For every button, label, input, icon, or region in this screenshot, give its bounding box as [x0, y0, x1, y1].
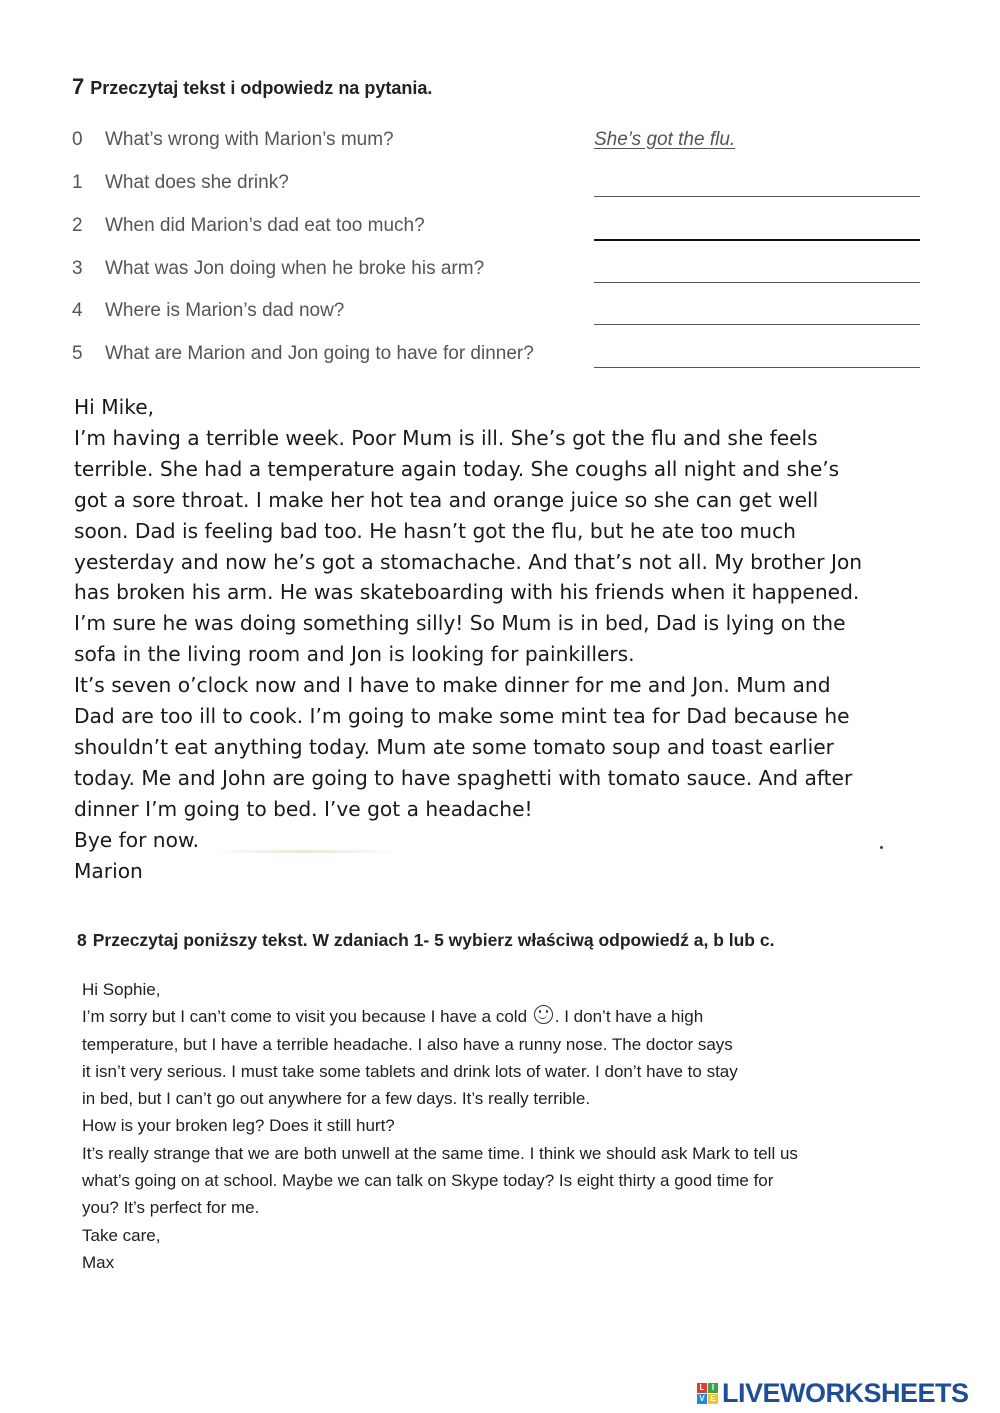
question-text: Where is Marion’s dad now? [105, 300, 345, 321]
smiley-face-icon [534, 1005, 553, 1024]
answer-field-5[interactable] [594, 343, 920, 368]
question-row-3 [72, 258, 932, 288]
letter-line: How is your broken leg? Does it still hurt? [82, 1116, 395, 1136]
scan-dot [880, 846, 883, 849]
exercise-7-instruction: Przeczytaj tekst i odpowiedz na pytania. [90, 78, 433, 98]
exercise-8-instruction: Przeczytaj poniższy tekst. W zdaniach 1- 5 wybierz właściwą odpowiedź a, b lub c. [92, 930, 775, 950]
letter-line: Take care, [82, 1225, 161, 1245]
liveworksheets-watermark[interactable] [697, 1378, 969, 1408]
question-text: What was Jon doing when he broke his arm? [105, 258, 485, 279]
letter-line-part: . I don’t have a high [554, 1007, 704, 1027]
question-row-4 [72, 300, 932, 330]
question-text: What’s wrong with Marion’s mum? [105, 129, 394, 150]
letter-line: today. Me and John are going to have spaghetti with tomato sauce. And after [74, 765, 853, 790]
letter-line: what’s going on at school. Maybe we can talk on Skype today? Is eight thirty a good time for [82, 1171, 774, 1191]
letter-line: yesterday and now he’s got a stomachache. And that’s not all. My brother Jon [74, 549, 863, 574]
liveworksheets-text: LIVEWORKSHEETS [722, 1377, 969, 1408]
answer-field-3[interactable] [594, 258, 920, 283]
letter-line [82, 1003, 962, 1030]
letter-greeting: Hi Sophie, [82, 980, 161, 999]
question-text: What are Marion and Jon going to have for dinner? [105, 343, 534, 364]
question-number: 5 [72, 343, 83, 364]
question-number: 4 [72, 300, 83, 321]
letter-line: got a sore throat. I make her hot tea and orange juice so she can get well [74, 487, 819, 512]
letter-line: Max [82, 1252, 115, 1272]
letter-line: Bye for now. [74, 827, 200, 852]
exercise-8-number: 8 [77, 930, 87, 950]
question-row-1 [72, 172, 932, 202]
letter-max [82, 976, 962, 1276]
letter-line: I’m sure he was doing something silly! So Mum is in bed, Dad is lying on the [74, 611, 846, 636]
letter-line-part: I’m sorry but I can’t come to visit you because I have a cold [82, 1007, 528, 1027]
question-text: What does she drink? [105, 172, 289, 193]
answer-example [594, 129, 920, 153]
question-number: 2 [72, 215, 83, 236]
letter-line: shouldn’t eat anything today. Mum ate some tomato soup and toast earlier [74, 734, 834, 759]
question-text: When did Marion’s dad eat too much? [105, 215, 425, 236]
exercise-7-number: 7 [72, 74, 85, 99]
exercise-7-title [72, 74, 432, 100]
letter-line: temperature, but I have a terrible headache. I also have a runny nose. The doctor says [82, 1034, 733, 1054]
letter-line: Dad are too ill to cook. I’m going to make some mint tea for Dad because he [74, 704, 850, 729]
letter-line: sofa in the living room and Jon is looking for painkillers. [74, 642, 635, 667]
letter-line: it isn’t very serious. I must take some tablets and drink lots of water. I don’t have to stay [82, 1061, 738, 1081]
scan-artifact [210, 850, 400, 853]
letter-line: has broken his arm. He was skateboarding with his friends when it happened. [74, 580, 860, 605]
question-number: 0 [72, 129, 83, 150]
letter-marion [74, 392, 974, 887]
letter-line: It’s really strange that we are both unwell at the same time. I think we should ask Mark to tell us [82, 1143, 798, 1163]
exercise-8-title [77, 930, 774, 951]
example-answer-text: She’s got the flu. [594, 129, 736, 150]
letter-line: It’s seven o’clock now and I have to make dinner for me and Jon. Mum and [74, 673, 831, 698]
letter-line: dinner I’m going to bed. I’ve got a headache! [74, 796, 533, 821]
letter-line: soon. Dad is feeling bad too. He hasn’t got the flu, but he ate too much [74, 518, 796, 543]
answer-field-4[interactable] [594, 300, 920, 325]
answer-field-1[interactable] [594, 172, 920, 197]
letter-line: in bed, but I can’t go out anywhere for a few days. It’s really terrible. [82, 1089, 591, 1109]
liveworksheets-logo-icon: L I V E [697, 1383, 718, 1404]
question-number: 3 [72, 258, 83, 279]
letter-line: terrible. She had a temperature again today. She coughs all night and she’s [74, 456, 840, 481]
question-row-2 [72, 215, 932, 245]
letter-line: Hi Mike, [74, 395, 155, 419]
question-number: 1 [72, 172, 83, 193]
question-row-5 [72, 343, 932, 373]
letter-line: you? It’s perfect for me. [82, 1198, 260, 1218]
question-row-0 [72, 129, 932, 159]
letter-line: I’m having a terrible week. Poor Mum is ill. She’s got the flu and she feels [74, 425, 818, 450]
letter-line: Marion [74, 858, 143, 883]
answer-field-2[interactable] [594, 215, 920, 241]
